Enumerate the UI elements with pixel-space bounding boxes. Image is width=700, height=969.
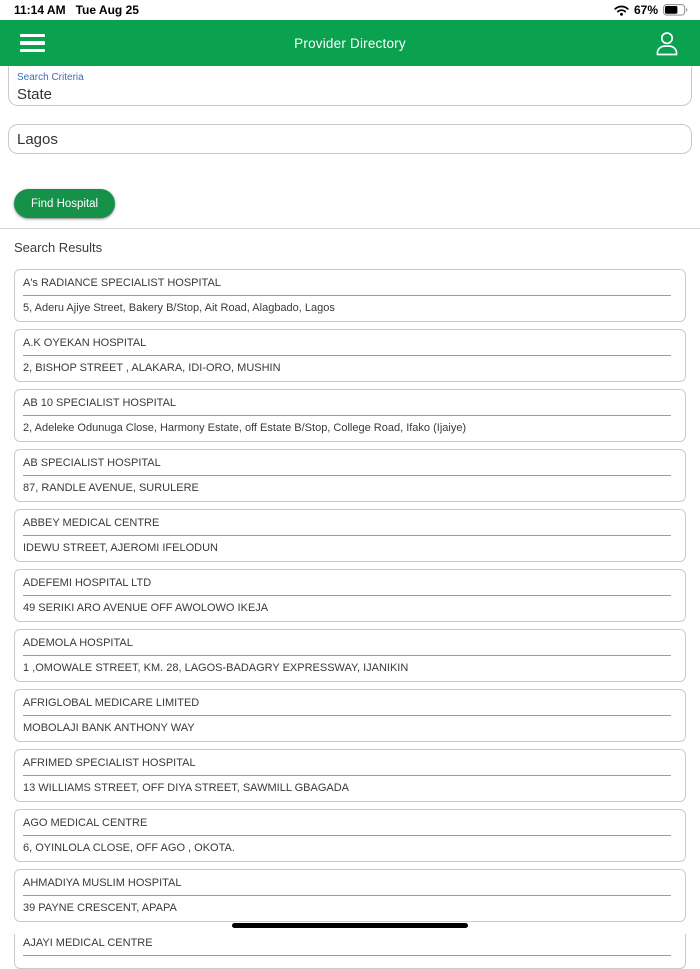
home-indicator[interactable] [232, 923, 468, 929]
profile-button[interactable] [654, 30, 680, 57]
hospital-address: 1 ,OMOWALE STREET, KM. 28, LAGOS-BADAGRY EXPRESSWAY, IJANIKIN [23, 662, 409, 674]
wifi-icon [614, 5, 629, 16]
hospital-address: 6, OYINLOLA CLOSE, OFF AGO , OKOTA. [23, 842, 235, 854]
hamburger-icon [20, 34, 45, 37]
status-date: Tue Aug 25 [75, 3, 139, 17]
hospital-card[interactable] [14, 329, 686, 382]
hospital-name: ABBEY MEDICAL CENTRE [23, 517, 160, 529]
hospital-address [23, 956, 677, 962]
hospital-name: AB 10 SPECIALIST HOSPITAL [23, 397, 177, 409]
hospital-name: A.K OYEKAN HOSPITAL [23, 337, 147, 349]
hospital-card[interactable] [14, 929, 686, 969]
hospital-card[interactable] [14, 449, 686, 502]
hospital-address: 2, Adeleke Odunuga Close, Harmony Estate, off Estate B/Stop, College Road, Ifako (Ijaiye) [23, 422, 467, 434]
battery-percent: 67% [633, 3, 658, 17]
hospital-card[interactable] [14, 629, 686, 682]
hospital-card[interactable] [14, 869, 686, 922]
hospital-name: A's RADIANCE SPECIALIST HOSPITAL [23, 277, 221, 289]
status-bar [0, 0, 700, 20]
section-divider [0, 228, 700, 229]
user-icon [654, 30, 680, 57]
city-field-value: Lagos [17, 130, 58, 148]
state-field-value: State [17, 86, 53, 103]
battery-icon [663, 4, 688, 16]
hospital-name: AFRIMED SPECIALIST HOSPITAL [23, 757, 196, 769]
hospital-name: AGO MEDICAL CENTRE [23, 817, 148, 829]
search-results-heading: Search Results [14, 240, 103, 255]
hospital-address: MOBOLAJI BANK ANTHONY WAY [23, 722, 195, 734]
hospital-address: 49 SERIKI ARO AVENUE OFF AWOLOWO IKEJA [23, 602, 269, 614]
results-list [0, 269, 700, 969]
status-time: 11:14 AM [14, 3, 66, 17]
hospital-address: 39 PAYNE CRESCENT, APAPA [23, 902, 177, 914]
hospital-card[interactable] [14, 749, 686, 802]
hospital-address: IDEWU STREET, AJEROMI IFELODUN [23, 542, 218, 554]
hospital-name: ADEFEMI HOSPITAL LTD [23, 577, 152, 589]
hospital-card[interactable] [14, 509, 686, 562]
hospital-address: 13 WILLIAMS STREET, OFF DIYA STREET, SAWMILL GBAGADA [23, 782, 349, 794]
hospital-name: ADEMOLA HOSPITAL [23, 637, 133, 649]
hospital-card[interactable] [14, 809, 686, 862]
hospital-card[interactable] [14, 389, 686, 442]
hospital-address: 2, BISHOP STREET , ALAKARA, IDI-ORO, MUSHIN [23, 362, 281, 374]
hospital-card[interactable] [14, 689, 686, 742]
hospital-name: AJAYI MEDICAL CENTRE [23, 937, 153, 949]
search-criteria-label: Search Criteria [17, 72, 84, 83]
hospital-card[interactable] [14, 569, 686, 622]
city-field[interactable] [8, 124, 692, 154]
hospital-card[interactable] [14, 269, 686, 322]
hospital-address: 87, RANDLE AVENUE, SURULERE [23, 482, 199, 494]
state-field[interactable] [8, 66, 692, 106]
hospital-name: AFRIGLOBAL MEDICARE LIMITED [23, 697, 200, 709]
hospital-name: AHMADIYA MUSLIM HOSPITAL [23, 877, 182, 889]
menu-button[interactable] [20, 32, 50, 54]
page-title: Provider Directory [294, 35, 406, 51]
hospital-address: 5, Aderu Ajiye Street, Bakery B/Stop, Ait Road, Alagbado, Lagos [23, 302, 335, 314]
find-hospital-button[interactable]: Find Hospital [14, 189, 115, 218]
hospital-name: AB SPECIALIST HOSPITAL [23, 457, 161, 469]
app-header [0, 20, 700, 66]
